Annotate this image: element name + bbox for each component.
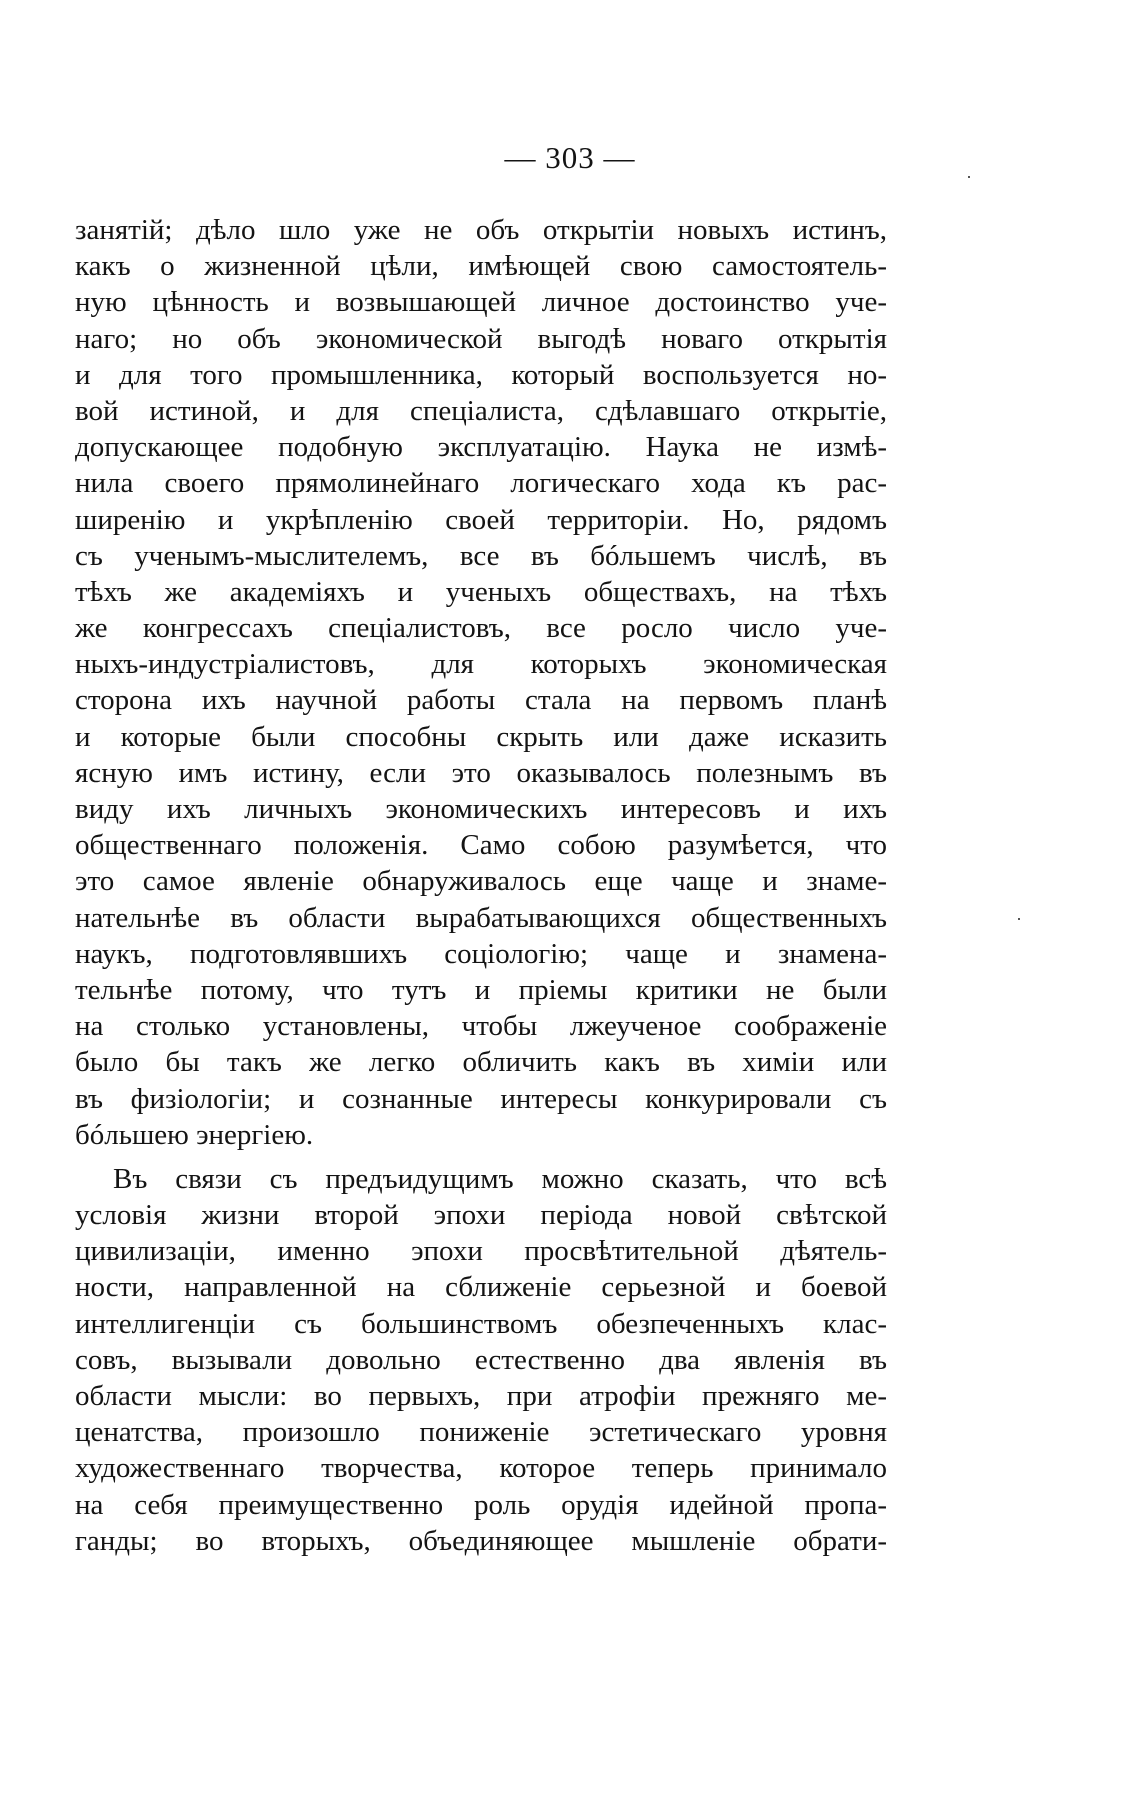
text-line: ширенію и укрѣпленію своей территоріи. Но, рядомъ xyxy=(75,503,887,536)
scan-speck xyxy=(968,176,970,178)
text-line: интеллигенціи съ большинствомъ обезпеченныхъ клас- xyxy=(75,1307,887,1340)
text-line: тѣхъ же академіяхъ и ученыхъ обществахъ, на тѣхъ xyxy=(75,575,887,608)
page-number: — 303 — xyxy=(504,140,636,175)
paragraph-1 xyxy=(75,212,887,1153)
scan-speck xyxy=(1018,918,1020,920)
body-text xyxy=(75,212,887,1559)
text-line: на столько установлены, чтобы лжеученое соображеніе xyxy=(75,1010,887,1043)
paragraph-2 xyxy=(75,1161,887,1559)
text-line: нательнѣе въ области вырабатывающихся общественныхъ xyxy=(75,901,887,934)
text-line: ную цѣнность и возвышающей личное достоинство уче- xyxy=(75,286,887,319)
text-line: было бы такъ же легко обличить какъ въ химіи или xyxy=(75,1046,887,1079)
text-line: это самое явленіе обнаруживалось еще чаще и знаме- xyxy=(75,865,887,898)
text-line: нила своего прямолинейнаго логическаго хода къ рас- xyxy=(75,467,887,500)
text-line: вой истиной, и для спеціалиста, сдѣлавшаго открытіе, xyxy=(75,394,887,427)
text-line: и для того промышленника, который воспользуется но- xyxy=(75,358,887,391)
text-line: же конгрессахъ спеціалистовъ, все росло число уче- xyxy=(75,612,887,645)
text-line: тельнѣе потому, что тутъ и пріемы критики не были xyxy=(75,973,887,1006)
text-line: Въ связи съ предъидущимъ можно сказать, что всѣ xyxy=(113,1162,887,1195)
text-line: ясную имъ истину, если это оказывалось полезнымъ въ xyxy=(75,756,887,789)
text-line: наго; но объ экономической выгодѣ новаго открытія xyxy=(75,322,887,355)
text-line: сторона ихъ научной работы стала на первомъ планѣ xyxy=(75,684,887,717)
text-line: художественнаго творчества, которое теперь принимало xyxy=(75,1452,887,1485)
text-line: области мысли: во первыхъ, при атрофіи прежняго ме- xyxy=(75,1380,887,1412)
text-line: занятій; дѣло шло уже не объ открытіи новыхъ истинъ, xyxy=(75,214,887,246)
text-line: въ физіологіи; и сознанные интересы конкурировали съ xyxy=(75,1082,887,1115)
text-line: наукъ, подготовлявшихъ соціологію; чаще и знамена- xyxy=(75,937,887,970)
text-line: ценатства, произошло пониженіе эстетическаго уровня xyxy=(75,1416,887,1449)
text-line: бóльшею энергіею. xyxy=(75,1118,314,1151)
text-line: какъ о жизненной цѣли, имѣющей свою самостоятель- xyxy=(75,250,887,283)
text-line: ныхъ-индустріалистовъ, для которыхъ экономическая xyxy=(75,648,887,681)
text-line: общественнаго положенія. Само собою разумѣется, что xyxy=(75,829,887,862)
text-line: съ ученымъ-мыслителемъ, все въ бóльшемъ числѣ, въ xyxy=(75,539,887,572)
text-line: условія жизни второй эпохи періода новой свѣтской xyxy=(75,1199,887,1232)
text-line: цивилизаціи, именно эпохи просвѣтительной дѣятель- xyxy=(75,1235,887,1268)
text-line: и которые были способны скрыть или даже исказить xyxy=(75,720,887,753)
text-line: на себя преимущественно роль орудія идейной пропа- xyxy=(75,1488,887,1521)
text-line: виду ихъ личныхъ экономическихъ интересовъ и ихъ xyxy=(75,793,887,825)
text-line: совъ, вызывали довольно естественно два явленія въ xyxy=(75,1343,887,1376)
paragraph-gap xyxy=(75,1153,887,1161)
text-line: ганды; во вторыхъ, объединяющее мышленіе обрати- xyxy=(75,1524,887,1557)
text-line: ности, направленной на сближеніе серьезной и боевой xyxy=(75,1271,887,1304)
text-line: допускающее подобную эксплуатацію. Наука не измѣ- xyxy=(75,431,887,464)
